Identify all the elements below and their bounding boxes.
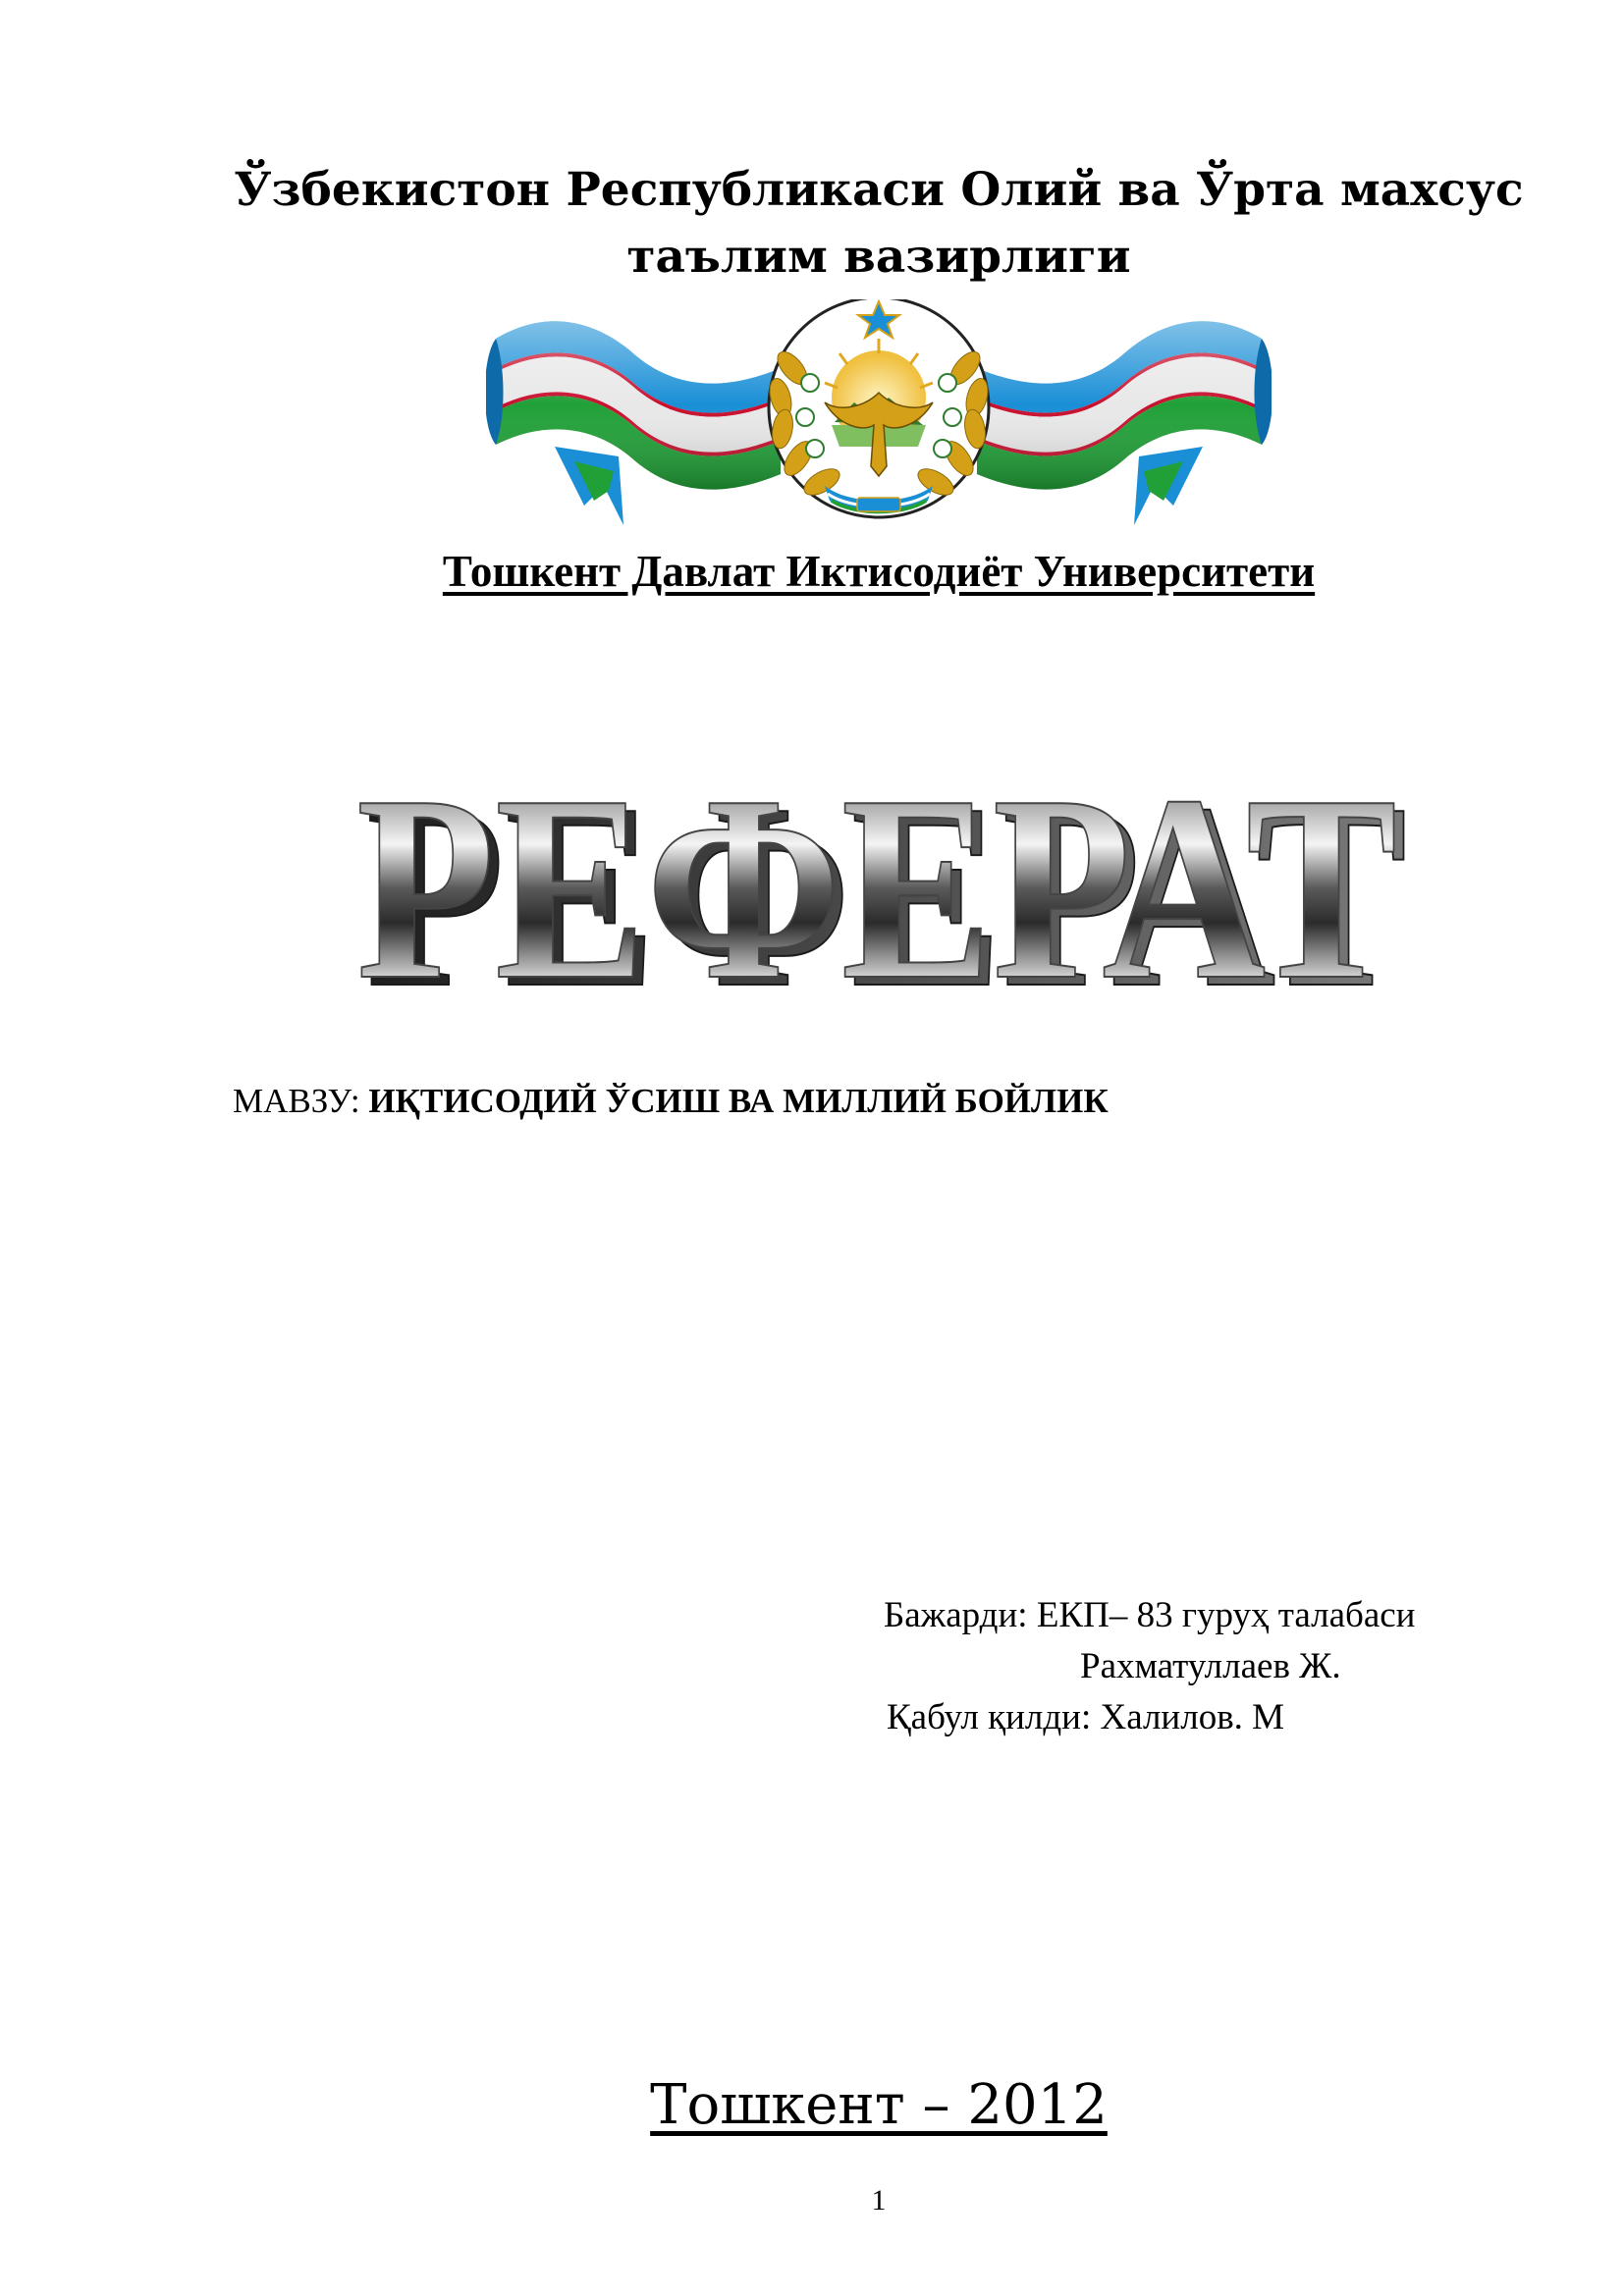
topic-line — [233, 1080, 1109, 1123]
accepted-by: Қабул қилди: Халилов. М — [887, 1697, 1285, 1737]
right-flag-ribbon — [977, 321, 1272, 525]
uzbekistan-emblem-icon — [486, 299, 1272, 545]
topic-value: ИҚТИСОДИЙ ЎСИШ ВА МИЛЛИЙ БОЙЛИК — [368, 1082, 1109, 1120]
left-flag-ribbon — [486, 321, 781, 525]
ministry-heading — [0, 157, 1624, 291]
page-number: 1 — [871, 2184, 887, 2216]
credits-block — [884, 1590, 1416, 1743]
student-name: Рахматуллаев Ж. — [1080, 1646, 1341, 1686]
referat-title-shadow: РЕФЕРАТ — [366, 749, 1407, 996]
state-emblem — [766, 299, 992, 517]
referat-title-text: РЕФЕРАТ — [356, 741, 1397, 996]
university-name: Тошкент Давлат Иктисодиёт Университети — [442, 547, 1316, 596]
ministry-line-2: таълим вазирлиги — [626, 230, 1131, 284]
performed-by: Бажарди: ЕКП– 83 гуруҳ талабаси — [884, 1595, 1416, 1635]
place-year: Тошкент – 2012 — [650, 2073, 1108, 2137]
referat-title — [334, 741, 1424, 996]
topic-label: МАВЗУ: — [233, 1082, 369, 1120]
ministry-line-1: Ўзбекистон Республикаси Олий ва Ўрта махсус — [234, 163, 1524, 217]
